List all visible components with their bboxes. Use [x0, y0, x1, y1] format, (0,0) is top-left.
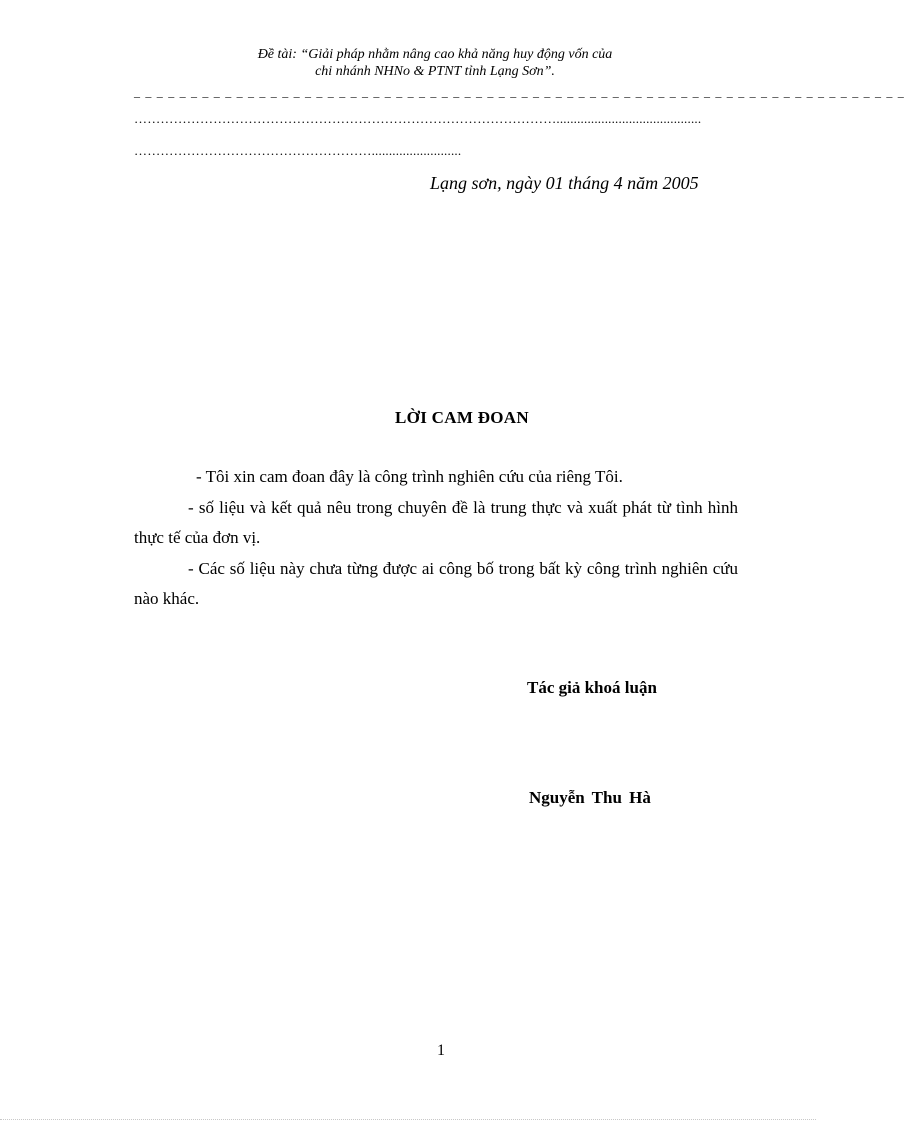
declaration-paragraph-1: - Tôi xin cam đoan đây là công trình nghiên cứu của riêng Tôi.: [196, 467, 623, 486]
dotted-line-2: ………………………………………………..........................: [134, 143, 462, 158]
header-topic-line-1: Đề tài: “Giải pháp nhằm nâng cao khả năng huy động vốn của: [257, 47, 613, 62]
declaration-paragraph-3: - Các số liệu này chưa từng được ai công bố trong bất kỳ công trình nghiên cứu nào khác.: [134, 558, 738, 608]
date-line: Lạng sơn, ngày 01 tháng 4 năm 2005: [430, 173, 699, 193]
declaration-body: [134, 462, 738, 615]
dotted-line-1: ……………………………………………………………………………………..........................................: [134, 111, 702, 126]
header-topic-line-2: chi nhánh NHNo & PTNT tỉnh Lạng Sơn”.: [315, 64, 555, 79]
page-bottom-border: [0, 1119, 816, 1120]
signature-label: Tác giả khoá luận: [527, 678, 657, 697]
page-number: 1: [437, 1042, 445, 1059]
declaration-paragraph-2: - số liệu và kết quả nêu trong chuyên đề là trung thực và xuất phát từ tình hình thực tế của đơn vị.: [134, 497, 738, 547]
page-title: LỜI CAM ĐOAN: [395, 408, 529, 427]
signature-name: Nguyễn Thu Hà: [529, 788, 651, 807]
page-header: [130, 46, 740, 80]
header-divider: _ _ _ _ _ _ _ _ _ _ _ _ _ _ _ _ _ _ _ _ _ _ _ _ _ _ _ _ _ _ _ _ _ _ _ _ _ _ _ _ _ _ _ _ _ _ _ _ _ _ _ _ _ _ _ _ _ _ _ _ _ _ _ _ _ _ _ _: [134, 85, 905, 99]
